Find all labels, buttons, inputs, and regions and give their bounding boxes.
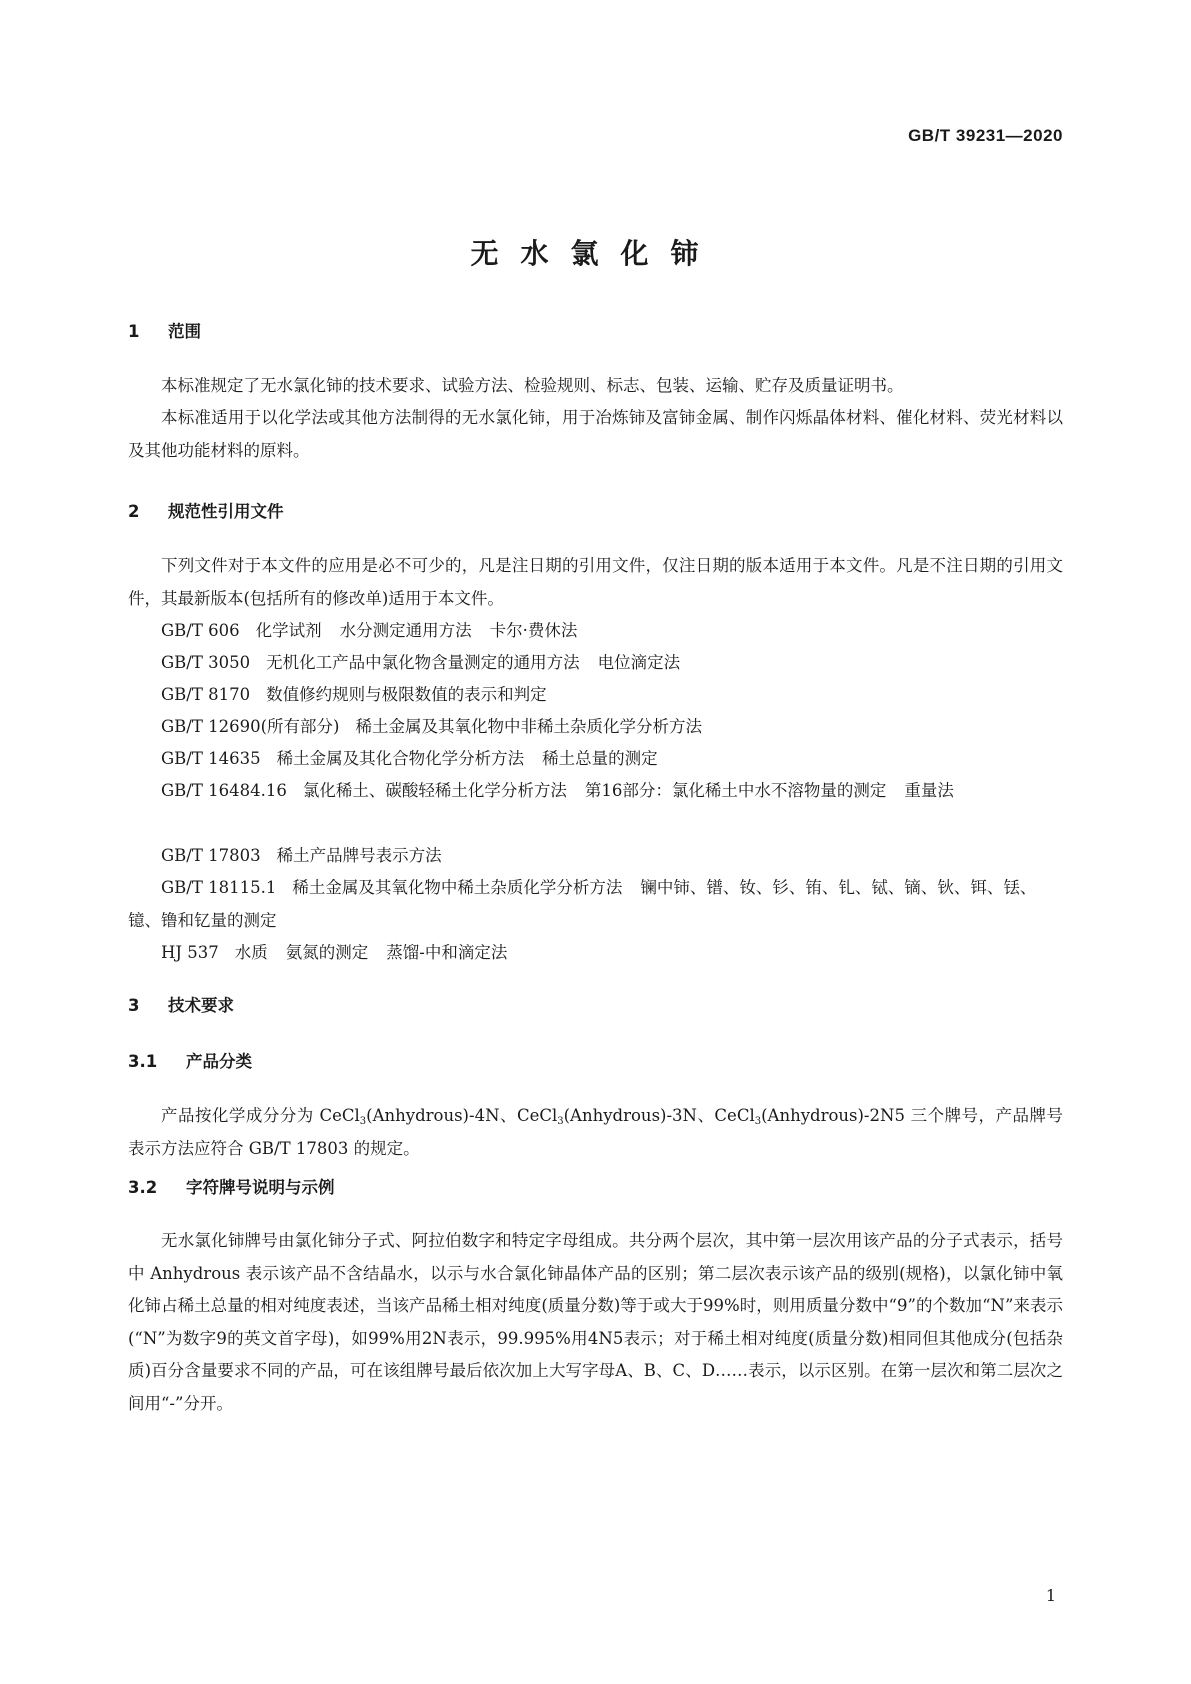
reference-item xyxy=(128,775,1063,808)
section-title: 技术要求 xyxy=(168,996,234,1015)
reference-item xyxy=(128,872,1063,937)
reference-item xyxy=(128,647,1063,680)
reference-code: GB/T 12690(所有部分) xyxy=(161,717,340,736)
reference-code: GB/T 16484.16 xyxy=(161,781,287,800)
reference-desc: 氨氮的测定 xyxy=(285,943,369,962)
reference-item xyxy=(128,679,1063,712)
reference-desc: 第16部分：氯化稀土中水不溶物量的测定 xyxy=(584,781,887,800)
document-title: 无水氯化铈 xyxy=(470,237,721,270)
reference-extra: 重量法 xyxy=(904,781,954,800)
reference-name: 化学试剂 xyxy=(255,621,322,640)
section-title: 规范性引用文件 xyxy=(168,502,284,521)
reference-desc: 稀土总量的测定 xyxy=(542,749,658,768)
reference-name: 稀土金属及其氧化物中非稀土杂质化学分析方法 xyxy=(355,717,702,736)
subsection-number: 3.2 xyxy=(128,1178,158,1197)
section-number: 3 xyxy=(128,996,140,1015)
reference-item xyxy=(128,937,1063,970)
page-number: 1 xyxy=(1045,1586,1056,1605)
reference-name: 数值修约规则与极限数值的表示和判定 xyxy=(266,685,547,704)
reference-extra: 卡尔·费休法 xyxy=(489,621,578,640)
section-2-heading xyxy=(128,498,284,522)
subsection-3-1-heading xyxy=(128,1048,252,1072)
scope-paragraph-2: 本标准适用于以化学法或其他方法制得的无水氯化铈，用于冶炼铈及富铈金属、制作闪烁晶体材料、催化材料、荧光材料以及其他功能材料的原料。 xyxy=(128,408,1063,460)
reference-code: GB/T 14635 xyxy=(161,749,261,768)
reference-desc: 电位滴定法 xyxy=(597,653,681,672)
reference-name: 氯化稀土、碳酸轻稀土化学分析方法 xyxy=(302,781,567,800)
reference-name: 稀土产品牌号表示方法 xyxy=(276,846,442,865)
reference-code: GB/T 3050 xyxy=(161,653,251,672)
reference-item xyxy=(128,615,1063,648)
section-number: 1 xyxy=(128,322,140,341)
section-1-heading xyxy=(128,318,201,342)
reference-extra: 蒸馏-中和滴定法 xyxy=(386,943,508,962)
reference-item xyxy=(128,743,1063,776)
subsection-3-2-heading xyxy=(128,1174,335,1198)
reference-code: GB/T 18115.1 xyxy=(161,878,277,897)
reference-code: GB/T 606 xyxy=(161,621,240,640)
subsection-title: 字符牌号说明与示例 xyxy=(186,1178,335,1197)
reference-code: GB/T 17803 xyxy=(161,846,261,865)
reference-item xyxy=(128,711,1063,744)
subsection-number: 3.1 xyxy=(128,1052,158,1071)
scope-paragraph-1: 本标准规定了无水氯化铈的技术要求、试验方法、检验规则、标志、包装、运输、贮存及质量证明书。 xyxy=(161,376,904,395)
grade-description-paragraph: 无水氯化铈牌号由氯化铈分子式、阿拉伯数字和特定字母组成。共分两个层次，其中第一层次用该产品的分子式表示，括号中 Anhydrous 表示该产品不含结晶水，以示与水合氯化铈晶体产品的区别；第二层次表示该产品的级别(规格)，以氯化铈中氧化铈占稀土总量的相对纯度表述，当该产品稀土相对纯度(质量分数)等于或大于99%时，则用质量分数中“9”的个数加“N”来表示(“N”为数字9的英文首字母)，如99%用2N表示，99.995%用4N5表示；对于稀土相对纯度(质量分数)相同但其他成分(包括杂质)百分含量要求不同的产品，可在该组牌号最后依次加上大写字母A、B、C、D……表示，以示区别。在第一层次和第二层次之间用“-”分开。 xyxy=(128,1231,1063,1413)
section-3-heading xyxy=(128,992,234,1016)
section-number: 2 xyxy=(128,502,140,521)
section-title: 范围 xyxy=(168,322,201,341)
reference-code: GB/T 8170 xyxy=(161,685,251,704)
reference-desc: 水分测定通用方法 xyxy=(339,621,472,640)
reference-name: 无机化工产品中氯化物含量测定的通用方法 xyxy=(266,653,580,672)
references-intro: 下列文件对于本文件的应用是必不可少的，凡是注日期的引用文件，仅注日期的版本适用于本文件。凡是不注日期的引用文件，其最新版本(包括所有的修改单)适用于本文件。 xyxy=(128,556,1063,608)
reference-desc: 镧中铈、镨、钕、钐、铕、钆、铽、镝、钬、铒、铥、镱、镥和钇量的测定 xyxy=(128,878,1037,930)
subsection-title: 产品分类 xyxy=(186,1052,252,1071)
reference-item xyxy=(128,840,1063,873)
classification-paragraph: 产品按化学成分分为 CeCl$_3$(Anhydrous)-4N、CeCl$_3$(Anhydrous)-3N、CeCl$_3$(Anhydrous)-2N5 三个牌号，产品牌号表示方法应符合 GB/T 17803 的规定。 xyxy=(128,1106,1063,1158)
reference-name: 稀土金属及其氧化物中稀土杂质化学分析方法 xyxy=(292,878,623,897)
standard-code: GB/T 39231—2020 xyxy=(908,126,1063,145)
reference-code: HJ 537 xyxy=(161,943,219,962)
reference-name: 水质 xyxy=(234,943,268,962)
reference-name: 稀土金属及其化合物化学分析方法 xyxy=(276,749,525,768)
